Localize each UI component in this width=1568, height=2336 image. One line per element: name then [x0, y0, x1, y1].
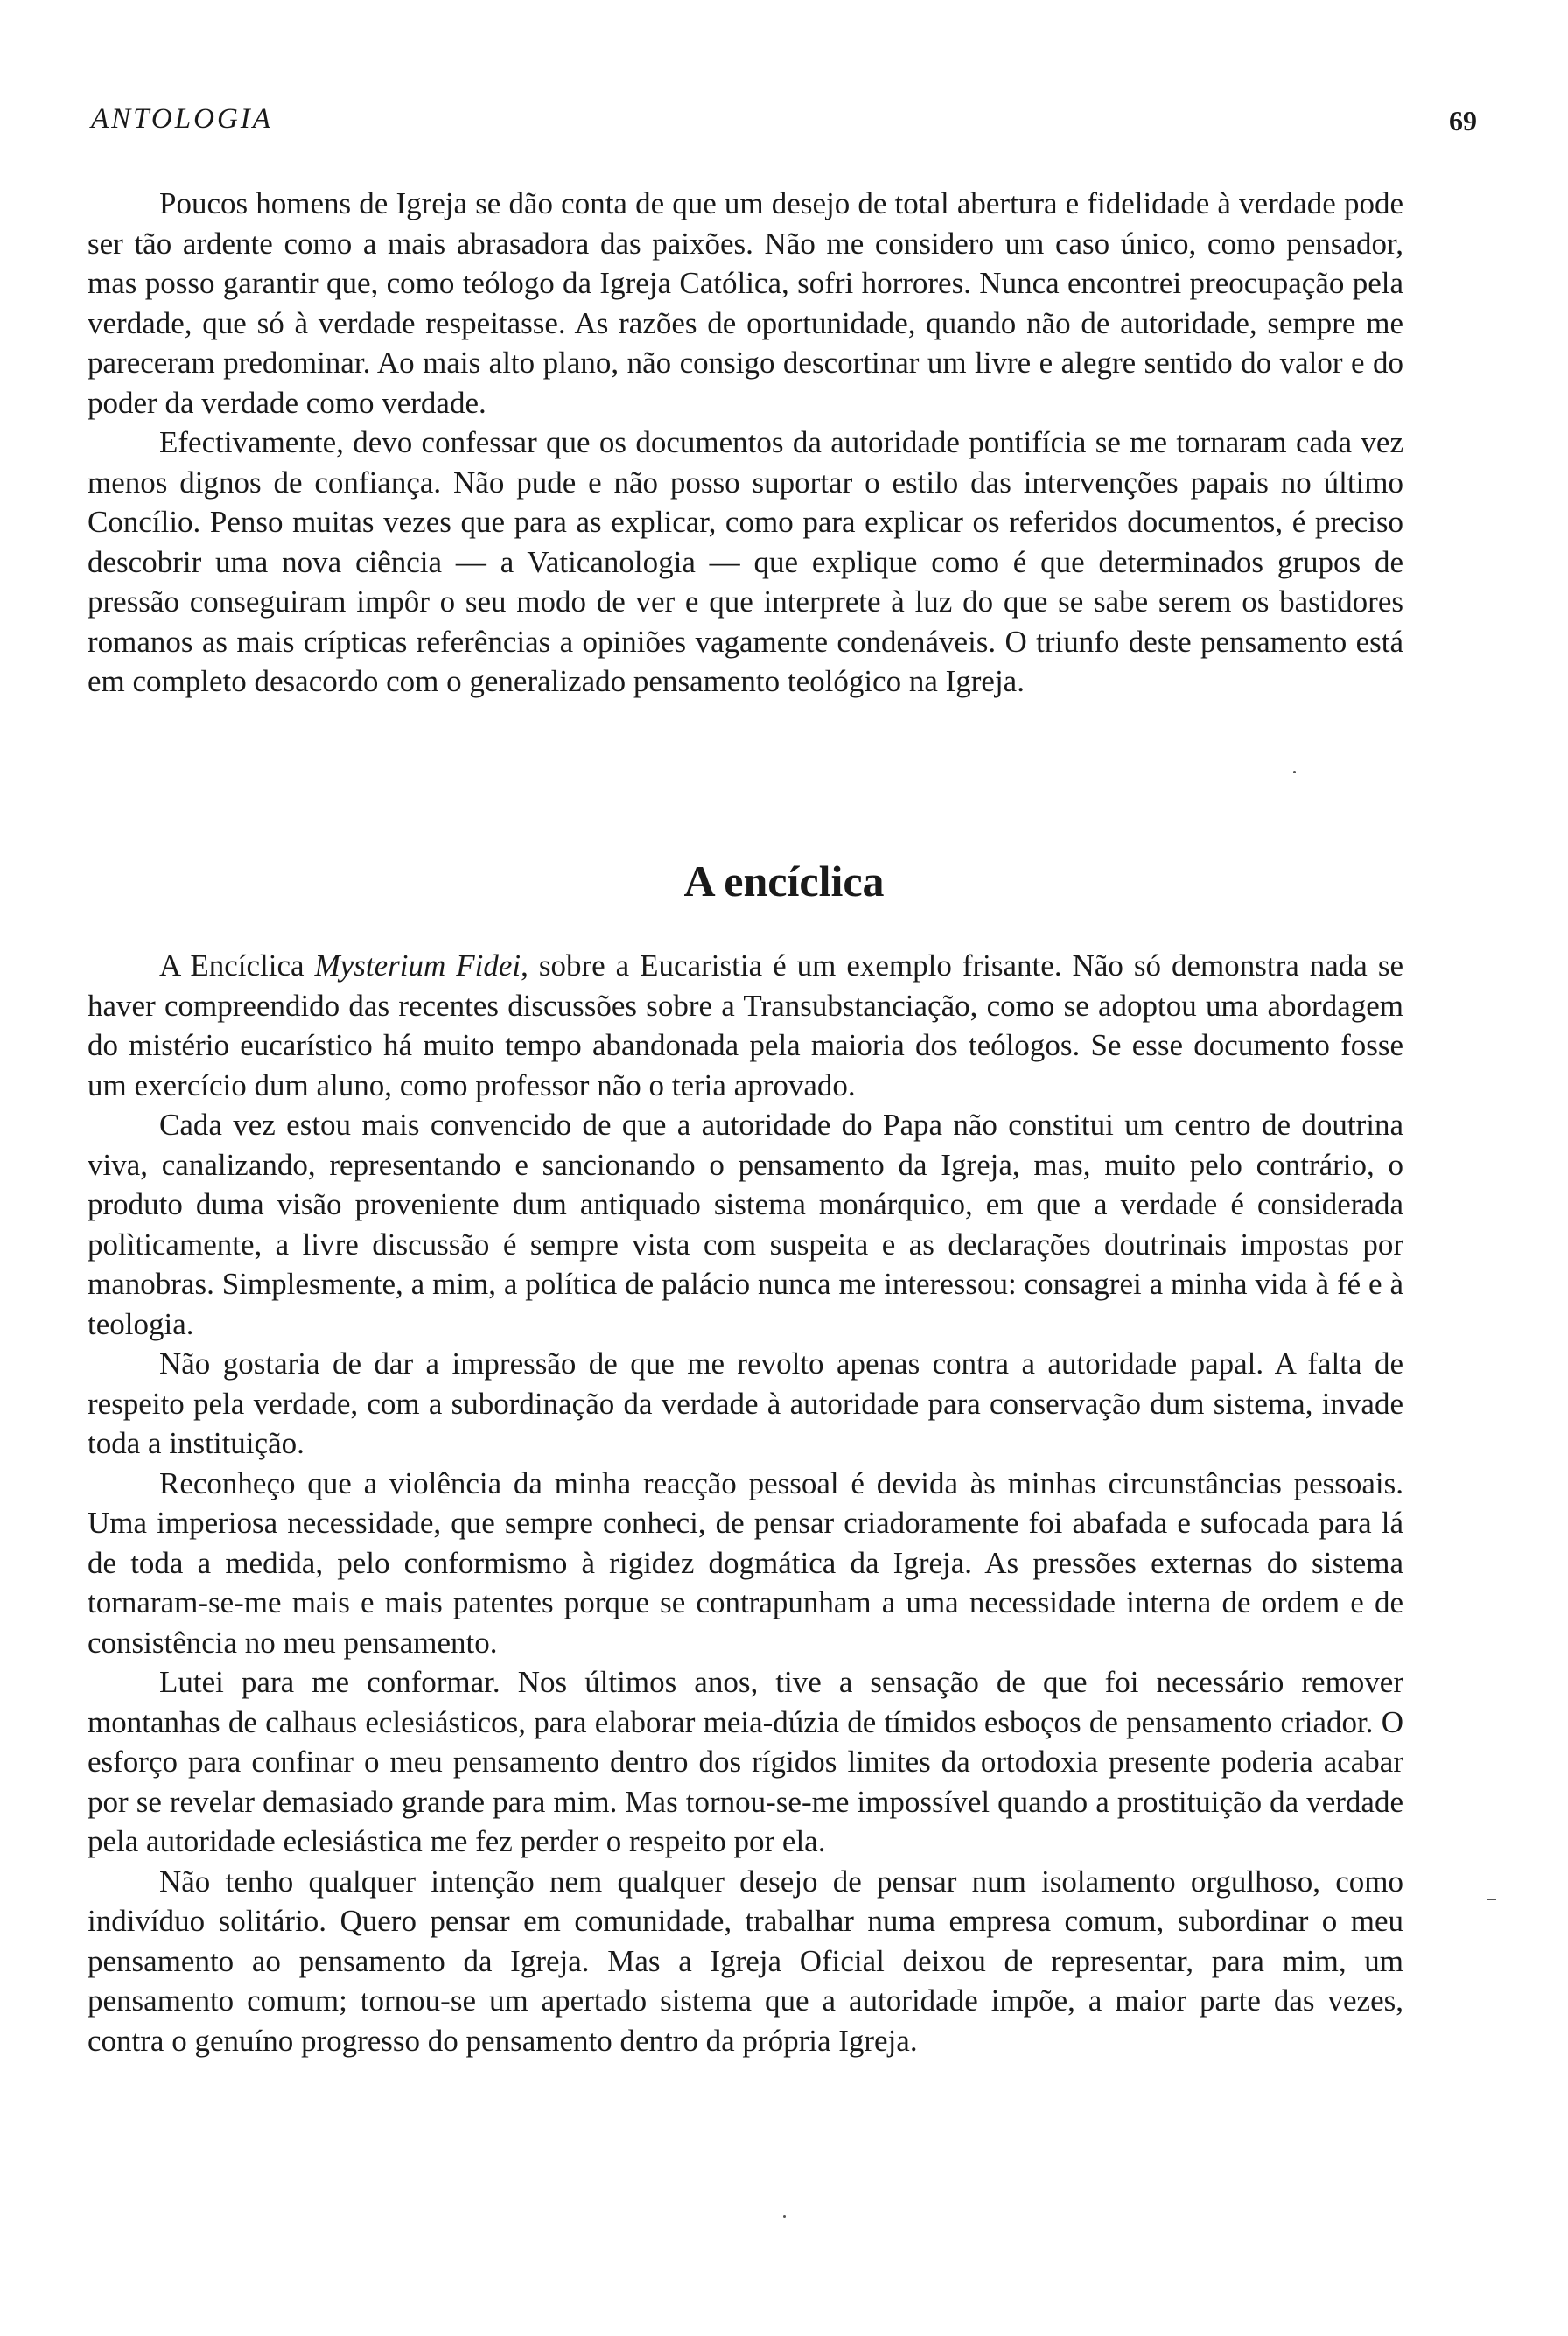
paragraph: Lutei para me conformar. Nos últimos anos, tive a sensação de que foi necessário remover montanhas de calhaus eclesiásticos, para elaborar meia-dúzia de tímidos esboços de pensamento criador. O esforço para confinar o meu pensamento dentro dos rígidos limites da ortodoxia presente poderia acabar por se revelar demasiado grande para mim. Mas tornou-se-me impossível quando a prostituição da verdade pela autoridade eclesiástica me fez perder o respeito por ela.: [88, 1665, 1404, 1858]
encyclical-title: Mysterium Fidei: [314, 948, 522, 983]
print-speck: [783, 2215, 786, 2218]
paragraph: Efectivamente, devo confessar que os documentos da autoridade pontifícia se me tornaram cada vez menos dignos de confiança. Não pude e não posso suportar o estilo das intervenções papais no último Concílio. Penso muitas vezes que para as explicar, como para explicar os referidos documentos, é preciso descobrir uma nova ciência — a Vaticanologia — que explique como é que determinados grupos de pressão conseguiram impôr o seu modo de ver e que interprete à luz do que se sabe serem os bastidores romanos as mais crípticas referências a opiniões vagamente condenáveis. O triunfo deste pensamento está em completo desacordo com o generalizado pensamento teológico na Igreja.: [88, 425, 1404, 698]
paragraph-rest: , sobre a Eucaristia é um exemplo frisante. Não só demonstra nada se haver compreendido das recentes discussões sobre a Transubstanciação, como se adoptou uma abordagem do mistério eucarístico há muito tempo abandonada pela maioria dos teólogos. Se esse documento fosse um exercício dum aluno, como professor não o teria aprovado.: [88, 948, 1404, 1102]
section-text: [88, 946, 1404, 2060]
running-title: ANTOLOGIA: [91, 103, 273, 135]
print-speck: [1293, 771, 1296, 773]
running-header: [91, 103, 1477, 142]
paragraph: Reconheço que a violência da minha reacção pessoal é devida às minhas circunstâncias pessoais. Uma imperiosa necessidade, que sempre conheci, de pensar criadoramente foi abafada e sufocada para lá de toda a medida, pelo conformismo à rigidez dogmática da Igreja. As pressões externas do sistema tornaram-se-me mais e mais patentes porque se contrapunham a uma necessidade interna de ordem e de consistência no meu pensamento.: [88, 1465, 1404, 1660]
paragraph: Não tenho qualquer intenção nem qualquer desejo de pensar num isolamento orgulhoso, como indivíduo solitário. Quero pensar em comunidade, trabalhar numa empresa comum, subordinar o meu pensamento ao pensamento da Igreja. Mas a Igreja Oficial deixou de representar, para mim, um pensamento comum; tornou-se um apertado sistema que a autoridade impõe, a maior parte das vezes, contra o genuíno progresso do pensamento dentro da própria Igreja.: [88, 1864, 1404, 2058]
print-speck: [1488, 1899, 1496, 1900]
paragraph-lead: A Encíclica: [159, 948, 315, 983]
paragraph: Não gostaria de dar a impressão de que me revolto apenas contra a autoridade papal. A falta de respeito pela verdade, com a subordinação da verdade à autoridade para conservação dum sistema, invade toda a instituição.: [88, 1346, 1404, 1460]
intro-text: [88, 184, 1404, 702]
page-number: 69: [1449, 105, 1477, 136]
paragraph: Poucos homens de Igreja se dão conta de que um desejo de total abertura e fidelidade à verdade pode ser tão ardente como a mais abrasadora das paixões. Não me considero um caso único, como pensador, mas posso garantir que, como teólogo da Igreja Católica, sofri horrores. Nunca encontrei preocupação pela verdade, que só à verdade respeitasse. As razões de oportunidade, quando não de autoridade, sempre me pareceram predominar. Ao mais alto plano, não consigo descortinar um livre e alegre sentido do valor e do poder da verdade como verdade.: [88, 186, 1404, 420]
paragraph: [88, 946, 1404, 1105]
paragraph: Cada vez estou mais convencido de que a autoridade do Papa não constitui um centro de doutrina viva, canalizando, representando e sancionando o pensamento da Igreja, mas, muito pelo contrário, o produto duma visão proveniente dum antiquado sistema monárquico, em que a verdade é considerada polìticamente, a livre discussão é sempre vista com suspeita e as declarações doutrinais impostas por manobras. Simplesmente, a mim, a política de palácio nunca me interessou: consagrei a minha vida à fé e à teologia.: [88, 1108, 1404, 1341]
section-heading: A encíclica: [683, 857, 885, 906]
